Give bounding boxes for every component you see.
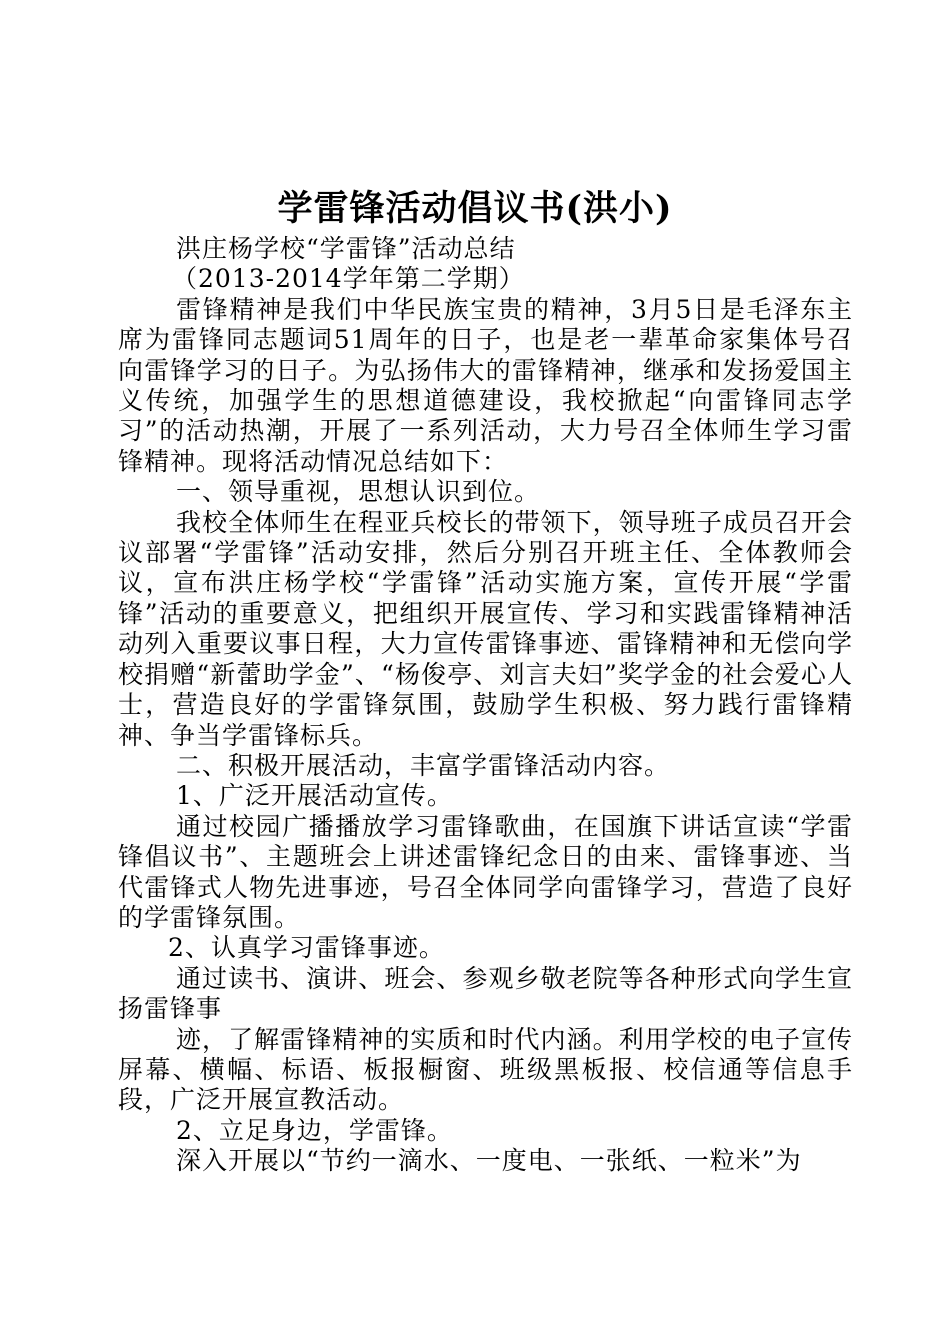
paragraph-leadership: 我校全体师生在程亚兵校长的带领下，领导班子成员召开会议部署“学雷锋”活动安排，然后分别召开班主任、全体教师会议，宣布洪庄杨学校“学雷锋”活动实施方案，宣传开展“学雷锋”活动的重要意义，把组织开展宣传、学习和实践雷锋精神活动列入重要议事日程，大力宣传雷锋事迹、雷锋精神和无偿向学校捐赠“新蕾助学金”、“杨俊亭、刘言夫妇”奖学金的社会爱心人士，营造良好的学雷锋氛围，鼓励学生积极、努力践行雷锋精神、争当学雷锋标兵。 — [118, 507, 853, 750]
paragraph-publicity: 通过校园广播播放学习雷锋歌曲，在国旗下讲话宣读“学雷锋倡议书”、主题班会上讲述雷锋纪念日的由来、雷锋事迹、当代雷锋式人物先进事迹，号召全体同学向雷锋学习，营造了良好的学雷锋氛围。 — [118, 811, 853, 932]
document-title: 学雷锋活动倡议书(洪小) — [277, 188, 673, 229]
subheading-2: 2、认真学习雷锋事迹。 — [168, 933, 445, 963]
subheading-1: 1、广泛开展活动宣传。 — [176, 781, 453, 811]
section-heading-1: 一、领导重视，思想认识到位。 — [176, 477, 541, 507]
paragraph-practice: 深入开展以“节约一滴水、一度电、一张纸、一粒米”为 — [176, 1146, 802, 1176]
paragraph-subtitle: 洪庄杨学校“学雷锋”活动总结 — [176, 234, 516, 263]
subheading-3: 2、立足身边，学雷锋。 — [176, 1115, 453, 1145]
paragraph-study-a: 通过读书、演讲、班会、参观乡敬老院等各种形式向学生宣扬雷锋事 — [118, 963, 853, 1024]
section-heading-2: 二、积极开展活动，丰富学雷锋活动内容。 — [176, 750, 671, 780]
document-body — [118, 234, 853, 1177]
paragraph-study-b: 迹，了解雷锋精神的实质和时代内涵。利用学校的电子宣传屏幕、横幅、标语、板报橱窗、班级黑板报、校信通等信息手段，广泛开展宣教活动。 — [118, 1024, 853, 1115]
paragraph-intro: 雷锋精神是我们中华民族宝贵的精神，3月5日是毛泽东主席为雷锋同志题词51周年的日子，也是老一辈革命家集体号召向雷锋学习的日子。为弘扬伟大的雷锋精神，继承和发扬爱国主义传统，加强学生的思想道德建设，我校掀起“向雷锋同志学习”的活动热潮，开展了一系列活动，大力号召全体师生学习雷锋精神。现将活动情况总结如下： — [118, 294, 853, 476]
paragraph-term: （2013-2014学年第二学期） — [172, 264, 525, 294]
